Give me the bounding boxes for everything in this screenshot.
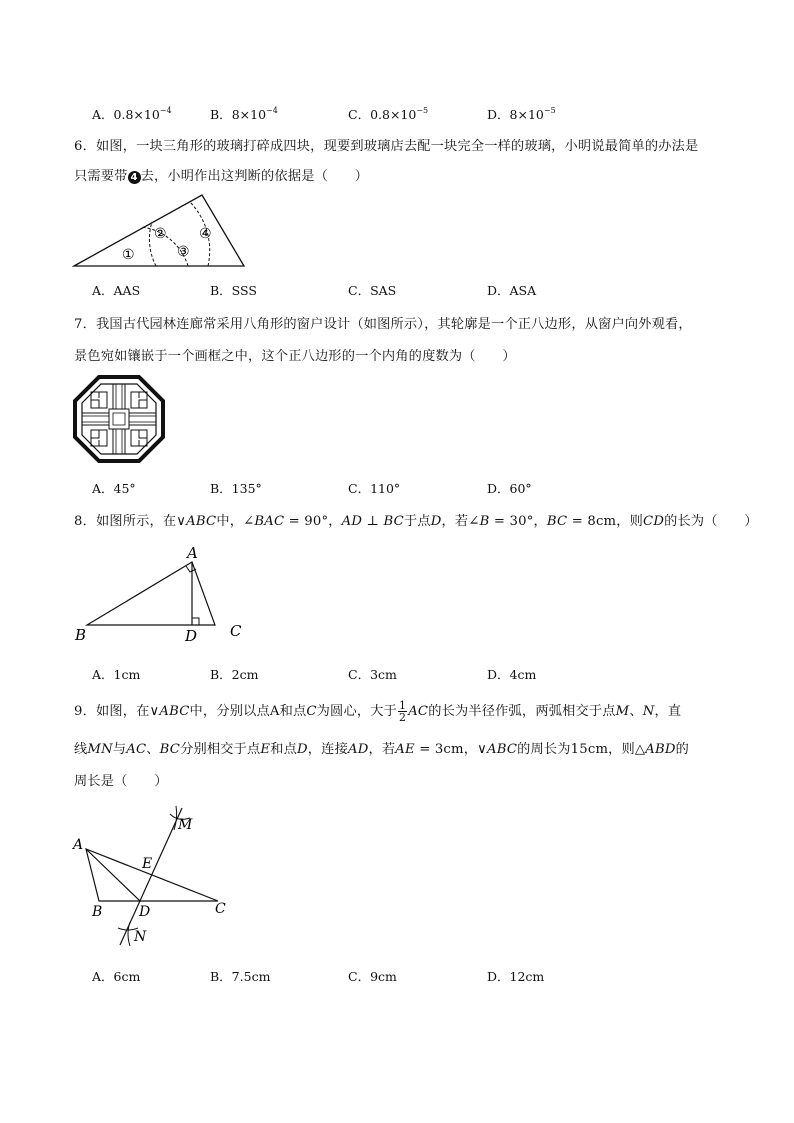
q9-perpendicular-bisector-figure <box>70 800 240 960</box>
q7-stem-line2: 景色宛如镶嵌于一个画框之中，这个正八边形的一个内角的度数为（ ） <box>74 349 516 364</box>
fig-label-n: N <box>134 929 147 945</box>
fig-label-d: D <box>185 627 198 645</box>
q5-option-c[interactable]: C．$0.8\times 10^{-5}$ <box>348 106 429 122</box>
q8-option-d[interactable]: D．4cm <box>487 667 537 682</box>
fig-label-c: C <box>215 901 226 917</box>
q6-stem-line2: 只需要带 4 去，小明作出这判断的依据是（ ） <box>74 169 369 184</box>
q6-option-a[interactable]: A．AAS <box>92 283 141 298</box>
q7-option-c[interactable]: C．110° <box>348 481 401 496</box>
fig-label-c: C <box>230 622 242 640</box>
q7-octagon-window-figure <box>73 375 165 463</box>
fig-label-d: D <box>139 904 151 920</box>
q5-option-a[interactable]: A．$0.8\times 10^{-4}$ <box>92 106 172 122</box>
q8-option-b[interactable]: B．2cm <box>210 667 259 682</box>
fig-label-a: A <box>73 837 84 853</box>
q5-option-b[interactable]: B．$8\times 10^{-4}$ <box>210 106 278 122</box>
circled-number-four: 4 <box>128 171 141 184</box>
fig-label-b: B <box>92 904 103 920</box>
q5-option-d[interactable]: D．$8\times 10^{-5}$ <box>487 106 556 122</box>
q7-stem-line1: 7．我国古代园林连廊常采用八角形的窗户设计（如图所示），其轮廓是一个正八边形，从窗户向外观看， <box>74 317 692 332</box>
q9-stem-line1: 9．如图，在∨ABC中，分别以点A和点C为圆心，大于 $\frac{1}{2}$ AC的长为半径作弧，两弧相交于点M、N，直 <box>74 699 682 724</box>
q6-option-d[interactable]: D．ASA <box>487 283 537 298</box>
q9-stem-line2: 线MN与AC、BC分别相交于点E和点D，连接AD，若AE = 3cm，∨ABC的周长为15cm，则△ABD的 <box>74 742 690 757</box>
q9-option-c[interactable]: C．9cm <box>348 969 397 984</box>
fig-label-piece-4: ④ <box>199 226 212 242</box>
q8-option-a[interactable]: A．1cm <box>92 667 141 682</box>
q8-stem: 8．如图所示，在∨ABC中，∠BAC = 90°，AD ⊥ BC于点D，若∠B = 30°，BC = 8cm，则CD的长为（ ） <box>74 514 758 529</box>
fraction-one-half: $\frac{1}{2}$ <box>399 699 407 724</box>
q8-option-c[interactable]: C．3cm <box>348 667 397 682</box>
fig-label-e: E <box>142 856 153 872</box>
fig-label-piece-2: ② <box>154 226 167 242</box>
q7-option-a[interactable]: A．45° <box>92 481 136 496</box>
fig-label-a: A <box>187 544 198 562</box>
q9-option-a[interactable]: A．6cm <box>92 969 141 984</box>
q7-option-d[interactable]: D．60° <box>487 481 532 496</box>
q9-stem-line3: 周长是（ ） <box>74 774 168 789</box>
q6-option-c[interactable]: C．SAS <box>348 283 397 298</box>
fig-label-piece-3: ③ <box>177 244 190 260</box>
fig-label-m: M <box>178 817 193 833</box>
q6-option-b[interactable]: B．SSS <box>210 283 257 298</box>
q8-right-triangle-figure <box>70 540 250 646</box>
q9-option-d[interactable]: D．12cm <box>487 969 545 984</box>
q7-option-b[interactable]: B．135° <box>210 481 262 496</box>
q6-stem-line1: 6．如图，一块三角形的玻璃打碎成四块，现要到玻璃店去配一块完全一样的玻璃，小明说最简单的办法是 <box>74 139 699 154</box>
fig-label-b: B <box>75 626 87 644</box>
fig-label-piece-1: ① <box>122 247 135 263</box>
q9-option-b[interactable]: B．7.5cm <box>210 969 271 984</box>
q6-broken-triangle-figure <box>72 192 248 270</box>
